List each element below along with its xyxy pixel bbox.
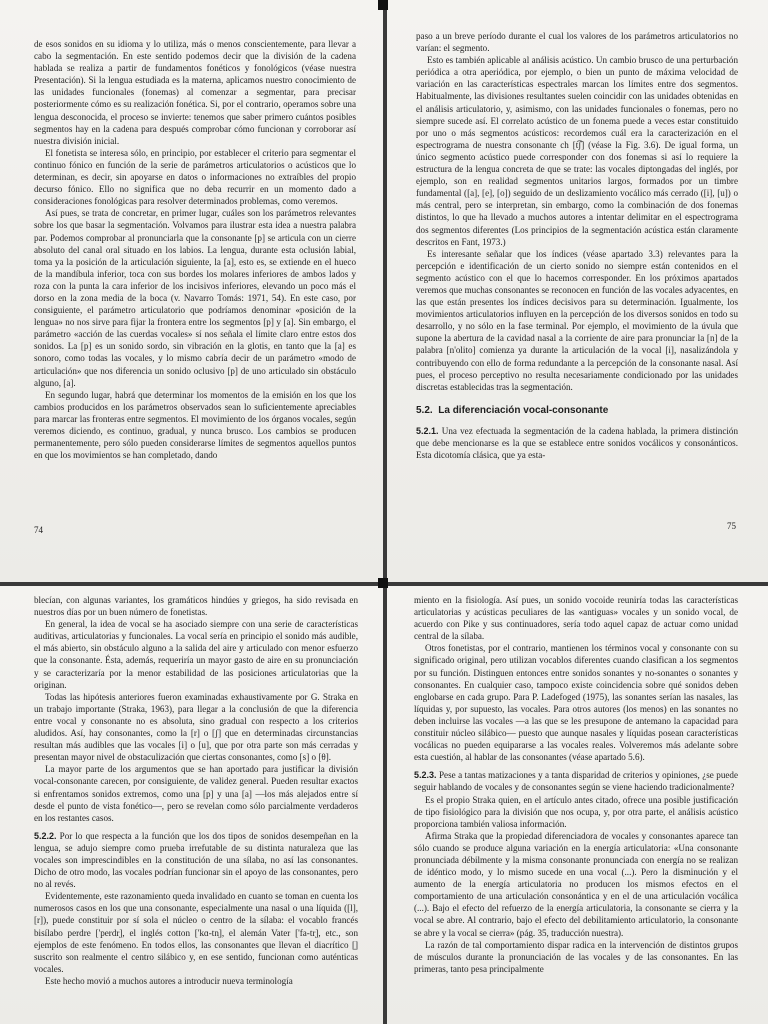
paragraph: Otros fonetistas, por el contrario, mantienen los términos vocal y consonante con su significado original, pero utilizan vocablos diferentes cuando clasifican a los segmentos por su función. Distinguen entonces entre sonidos sonantes y no-sonantes o sonantes y consonantes. En cualquier caso, tampoco existe coincidencia sobre qué sonidos deben englobarse en cada grupo. Para P. Ladefoged (1975), las sonantes serían las nasales, las líquidas y, por supuesto, las vocales. Para otros autores (los menos) en las sonantes no deben incluirse las vocales —a las que se les presupone de antemano la capacidad para constituir núcleo silábico— puesto que aunque nasales y líquidas posean características vocálicas no pueden equipararse a las vocales reales. Volveremos más adelante sobre esta cuestión, al hablar de las consonantes (véase apartado 5.6). [414,643,738,763]
numbered-paragraph [414,769,738,793]
section-heading [416,405,738,417]
paragraph-number: 5.2.3. [414,770,437,781]
paragraph-text: Una vez efectuada la segmentación de la cadena hablada, la primera distinción que debe mencionarse es la que se establece entre sonidos vocálicos y consonánticos. Esta dicotomía clásica, que ya esta- [416,425,739,461]
paragraph-text: Por lo que respecta a la función que los dos tipos de sonidos desempeñan en la lengua, se adujo siempre como prueba irrefutable de su distinta naturaleza que las vocales son imprescindibles en la constitución de una sílaba, no así las consonantes. Dicho de otro modo, las vocales podrían funcionar sin el apoyo de las consonantes, pero no al revés. [34,830,358,890]
paragraph: La mayor parte de los argumentos que se han aportado para justificar la división vocal-consonante carecen, por consiguiente, de validez general. Pueden resultar exactos si enfrentamos sonidos extremos, como una [p] y una [a] —los más alejados entre sí desde el punto de vista fonético—, pero se revelan como sólo parcialmente verdaderos en los restantes casos. [34,764,358,823]
binding-hole-middle [378,578,388,588]
page-74-text [34,38,356,461]
section-heading-title: La diferenciación vocal-consonante [438,404,609,416]
paragraph: de esos sonidos en su idioma y lo utiliza, más o menos conscientemente, para llevar a cabo la segmentación. En este sentido podemos decir que la división de la cadena hablada se realiza a partir de fundamentos fonéticos y fonológicos (véase nuestra Presentación). Si la lengua estudiada es la materna, aplicamos nuestro conocimiento de las unidades funcionales (fonemas) al comenzar a segmentar, para precisar posteriormente cómo es su realización fonética. Si, por el contrario, operamos sobre una lengua desconocida, el proceso se invierte: tenemos que saber primero cuántos posibles segmentos hay en la cadena para después comprobar cómo funcionan y corroborar así nuestra división inicial. [34,39,356,146]
paragraph: Todas las hipótesis anteriores fueron examinadas exhaustivamente por G. Straka en un trabajo importante (Straka, 1963), para llegar a la conclusión de que la diferencia entre vocal y consonante no es absoluta, sino gradual con respecto a los criterios aludidos. Así, hay consonantes, como la [r] o [ʃ] que en determinadas circunstancias resultan más audibles que las vocales [i] o [u], que por otra parte son más cerradas y presentan mayor nivel de obstaculización que ciertas consonantes, como [s] o [θ]. [34,691,358,763]
paragraph: Es interesante señalar que los índices (véase apartado 3.3) relevantes para la percepción e identificación de un cierto sonido no siempre están contenidos en el segmento acústico con el que lo hacemos corresponder. En los próximos apartados veremos que muchas consonantes se reconocen en función de las vocales adyacentes, en las que están presentes los índices decisivos para su determinación. Igualmente, los movimientos articulatorios influyen en la percepción de los diversos sonidos en todo su desarrollo, y no sólo en la fase terminal. Por ejemplo, el movimiento de la úvula que supone la abertura de la cavidad nasal a la corriente de aire para pronunciar la [n] de la palabra [n'olito] comienza ya durante la articulación de la vocal [i], nasalizándola y contribuyendo con ello de forma redundante a la percepción de la consonante nasal. Así pues, el proceso perceptivo no resulta necesariamente condicionado por las unidades discretas establecidas tras la segmentación. [416,248,738,392]
paragraph: Afirma Straka que la propiedad diferenciadora de vocales y consonantes aparece tan sólo cuando se produce alguna variación en la energía articulatoria: «Una consonante pronunciada débilmente y la misma consonante pronunciada con energía no se realizan de idéntico modo, y lo mismo sucede en una vocal (...). Pero la disminución y el aumento de la energía articulatoria no producen los mismos efectos en el comportamiento de una articulación consonántica y en el de una articulación vocálica (...). Bajo el efecto del refuerzo de la energía articulatoria, la consonante se cierra y la vocal se abre. Al contrario, bajo el efecto del debilitamiento articulatorio, la consonante se abre y la vocal se cierra» (pág. 35, traducción nuestra). [414,830,738,938]
paragraph: miento en la fisiología. Así pues, un sonido vocoide reuniría todas las características articulatorias y acústicas peculiares de las «antiguas» vocales y un sonido vocal, de acuerdo con Pike y sus continuadores, sería todo aquel capaz de actuar como unidad central de la sílaba. [414,595,738,642]
section-heading-number: 5.2. [416,404,433,416]
numbered-paragraph [416,425,738,461]
paragraph: blecían, con algunas variantes, los gramáticos hindúes y griegos, ha sido revisada en nuestros días por un buen número de fonetistas. [34,595,358,618]
page-75-text [416,30,738,461]
paragraph: Esto es también aplicable al análisis acústico. Un cambio brusco de una perturbación periódica a otra aperiódica, por ejemplo, o bien un punto de máxima velocidad de variación en las características espectrales marcan los límites entre dos segmentos. Habitualmente, las divisiones resultantes suelen coincidir con las unidades obtenidas en el análisis articulatorio, y, asimismo, con las unidades funcionales o fonemas, pero no siempre sucede así. El correlato acústico de un fonema puede a veces estar constituido por uno o más segmentos acústicos: recordemos cuál era la caracterización en el espectrograma de nuestra consonante ch [t͡ʃ] (véase la Fig. 3.6). De igual forma, un único segmento acústico puede corresponder con dos fonemas si así lo requiere la estructura de la lengua concreta de que se trate: las vocales diptongadas del inglés, por ejemplo, son en realidad segmentos unitarios largos, formados por un timbre fundamental ([a], [e], [o]) seguido de un deslizamiento vocálico más cerrado ([i], [u]) o más central, pero se interpretan, sin embargo, como la combinación de dos fonemas distintos, lo que ha llevado a muchos autores a intentar delimitar en el espectrograma dos segmentos diferentes (Los principios de la segmentación acústica están claramente descritos en Fant, 1973.) [416,55,738,247]
paragraph: La razón de tal comportamiento dispar radica en la intervención de distintos grupos de músculos durante la pronunciación de las vocales y de las consonantes. En las primeras, tanto pesa principalmente [414,939,738,974]
paragraph-number: 5.2.2. [34,830,57,841]
paragraph: En general, la idea de vocal se ha asociado siempre con una serie de características auditivas, articulatorias y funcionales. La vocal sería en principio el sonido más audible, el más abierto, sin obstáculo alguno a la salida del aire y articulado con menor esfuerzo que la consonante. Ésta, además, requeriría un mayor gasto de aire en su pronunciación y se caracterizaría por la menor estabilidad de las posiciones articulatorias que la originan. [34,619,358,690]
paragraph: Así pues, se trata de concretar, en primer lugar, cuáles son los parámetros relevantes sobre los que basar la segmentación. Volvamos para ilustrar esta idea a nuestra palabra par. Podemos comprobar al pronunciarla que la consonante [p] se articula con un cierre absoluto del canal oral situado en los labios. La lengua, durante esta oclusión labial, toma ya la posición de la articulación siguiente, la [a], esto es, se extiende en el hueco de la mandíbula inferior, toca con sus bordes los molares inferiores de ambos lados y roza con la punta la cara inferior de los incisivos inferiores, elevando un poco más el dorso en la zona media de la boca (v. Navarro Tomás: 1971, 54). En este caso, por consiguiente, el parámetro articulatorio que podríamos denominar «posición de la lengua» no nos sirve para fijar la frontera entre los segmentos [p] y [a]. Sin embargo, el parámetro «acción de las cuerdas vocales» sí nos señala el límite claro entre estos dos sonidos. La [p] es un sonido sordo, sin vibración en la glotis, en tanto que la [a] es sonoro, como todas las vocales, y lo mismo cabría decir de un parámetro «modo de articulación» que nos diferencia un sonido oclusivo [p] de uno articulado sin obstáculo alguno, [a]. [34,208,356,388]
paragraph-text: Pese a tantas matizaciones y a tanta disparidad de criterios y opiniones, ¿se puede seguir hablando de vocales y de consonantes según se viene haciendo tradicionalmente? [414,770,738,793]
paragraph: El fonetista se interesa sólo, en principio, por establecer el criterio para segmentar el continuo fónico en función de la serie de parámetros articulatorios o acústicos que lo determinan, es decir, sin apoyarse en datos o informaciones no extraíbles del propio decurso fónico. Ello no significa que no deba recurrir en un momento dado a consideraciones fonológicas para resolver determinados problemas, como veremos. [34,147,356,207]
paragraph: Evidentemente, este razonamiento queda invalidado en cuanto se toman en cuenta los numerosos casos en los que una consonante, especialmente una nasal o una líquida ([l], [r]), puede constituir por sí sola el núcleo o centro de la sílaba: el vocablo francés bisílabo perdre ['perdr̩], el inglés cotton ['kɑ-tn̩], el alemán Vater ['fa-tr̩], etc., son ejemplos de este fenómeno. En todos ellos, las consonantes que llevan el diacrítico [̩] suscrito son realmente el centro silábico y, en ese sentido, funcionan como auténticas vocales. [34,891,358,974]
paragraph: paso a un breve período durante el cual los valores de los parámetros articulatorios no varían: el segmento. [416,31,738,54]
page-number: 74 [34,525,43,535]
page-lower-left-text [34,594,358,987]
paragraph: Es el propio Straka quien, en el artículo antes citado, ofrece una posible justificación de tipo fisiológico para la división que nos ocupa, y, por otra parte, el análisis acústico proporciona también valiosa información. [414,794,738,829]
binding-hole-top [378,0,388,10]
paragraph-number: 5.2.1. [416,425,439,436]
page-lower-right-text [414,594,738,975]
center-gutter [383,0,387,1024]
paragraph: Este hecho movió a muchos autores a introducir nueva terminología [45,975,293,986]
page-number: 75 [727,521,736,531]
paragraph: En segundo lugar, habrá que determinar los momentos de la emisión en los que los cambios producidos en los parámetros observados sean lo suficientemente apreciables para marcar las fronteras entre segmentos. El movimiento de los órganos vocales, según veremos diciendo, es continuo, gradual, y nunca brusco. Los cambios se producen permanentemente, pero sólo pueden considerarse límites de segmentos aquellos puntos en que los movimientos se han completado, dando [34,389,356,461]
numbered-paragraph [34,830,358,890]
